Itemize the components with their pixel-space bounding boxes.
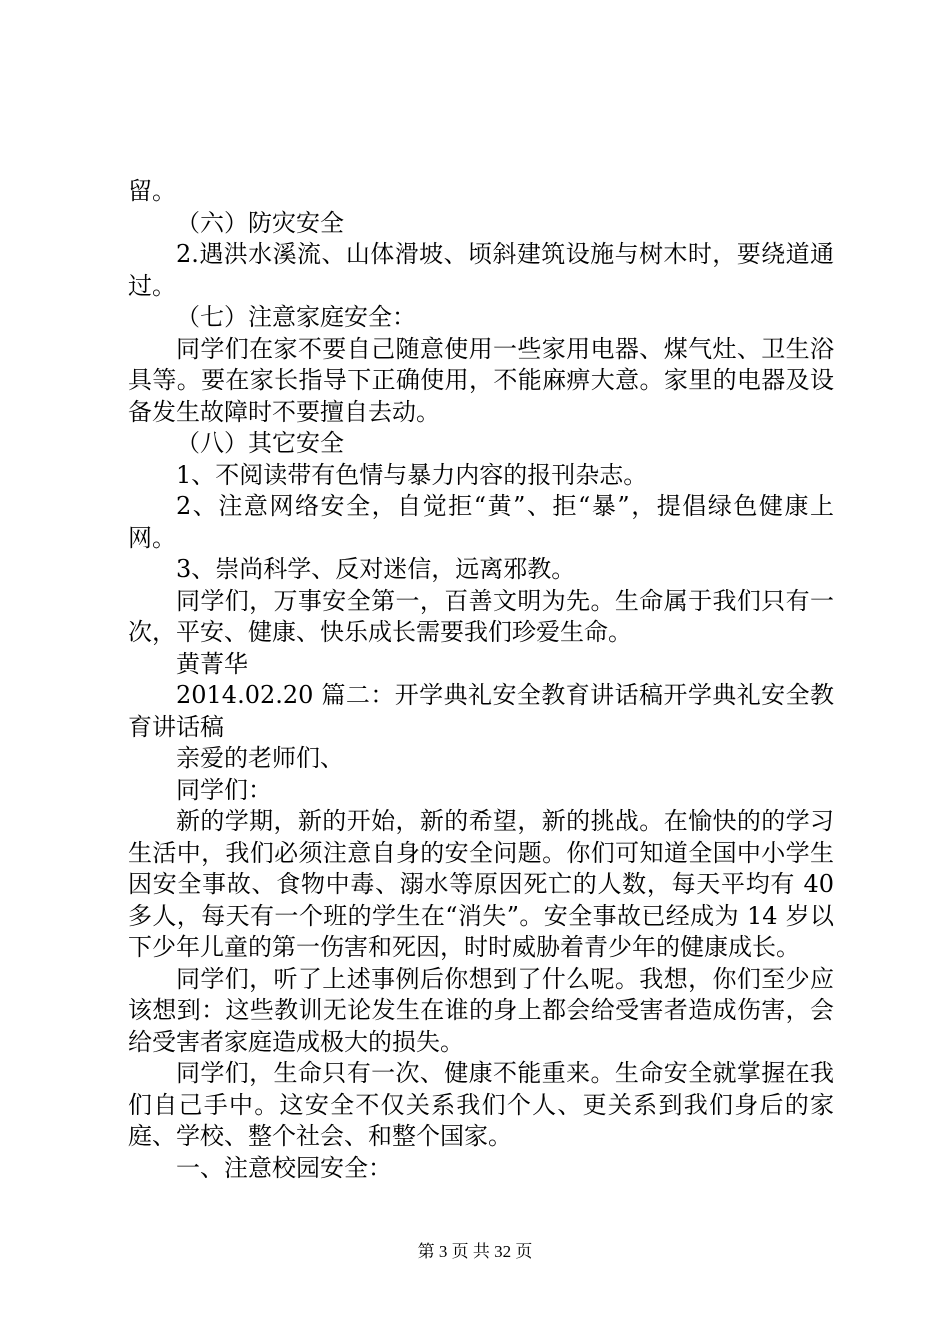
document-body: [128, 176, 834, 1184]
paragraph: 同学们，生命只有一次、健康不能重来。生命安全就掌握在我们自己手中。这安全不仅关系我们个人、更关系到我们身后的家庭、学校、整个社会、和整个国家。: [128, 1059, 834, 1150]
list-item: 1、不阅读带有色情与暴力内容的报刊杂志。: [176, 460, 648, 489]
salutation: 亲爱的老师们、: [176, 744, 344, 772]
section-heading: （七）注意家庭安全：: [176, 303, 416, 331]
section-heading: 一、注意校园安全：: [176, 1153, 392, 1182]
paragraph: 同学们，听了上述事例后你想到了什么呢。我想，你们至少应该想到：这些教训无论发生在谁的身上都会给受害者造成伤害，会给受害者家庭造成极大的损失。: [128, 964, 834, 1056]
author-name: 黄菁华: [176, 649, 248, 678]
section-heading: （八）其它安全: [176, 429, 344, 457]
page-number-label: 第 3 页 共 32 页: [417, 1242, 533, 1261]
paragraph: 新的学期，新的开始，新的希望，新的挑战。在愉快的的学习生活中，我们必须注意自身的安全问题。你们可知道全国中小学生因安全事故、食物中毒、溺水等原因死亡的人数，每天平均有 40 多人，每天有一个班的学生在“消失”。安全事故已经成为 14 岁以下少年儿童的第一伤害和死因，时时威胁着青少年的健康成长。: [128, 807, 834, 961]
paragraph: 留。: [128, 177, 176, 205]
list-item: 3、崇尚科学、反对迷信，远离邪教。: [176, 555, 576, 583]
date-and-title: 2014.02.20 篇二：开学典礼安全教育讲话稿开学典礼安全教育讲话稿: [128, 681, 834, 741]
paragraph: 同学们，万事安全第一，百善文明为先。生命属于我们只有一次，平安、健康、快乐成长需要我们珍爱生命。: [128, 586, 834, 646]
page-footer: [0, 1240, 950, 1264]
paragraph: 同学们在家不要自己随意使用一些家用电器、煤气灶、卫生浴具等。要在家长指导下正确使用，不能麻痹大意。家里的电器及设备发生故障时不要擅自去动。: [128, 334, 834, 426]
section-heading: （六）防灾安全: [176, 208, 344, 237]
paragraph: 2.遇洪水溪流、山体滑坡、顷斜建筑设施与树木时，要绕道通过。: [128, 240, 834, 300]
salutation: 同学们：: [176, 775, 272, 804]
list-item: 2、注意网络安全，自觉拒“黄”、拒“暴”，提倡绿色健康上网。: [128, 492, 834, 552]
